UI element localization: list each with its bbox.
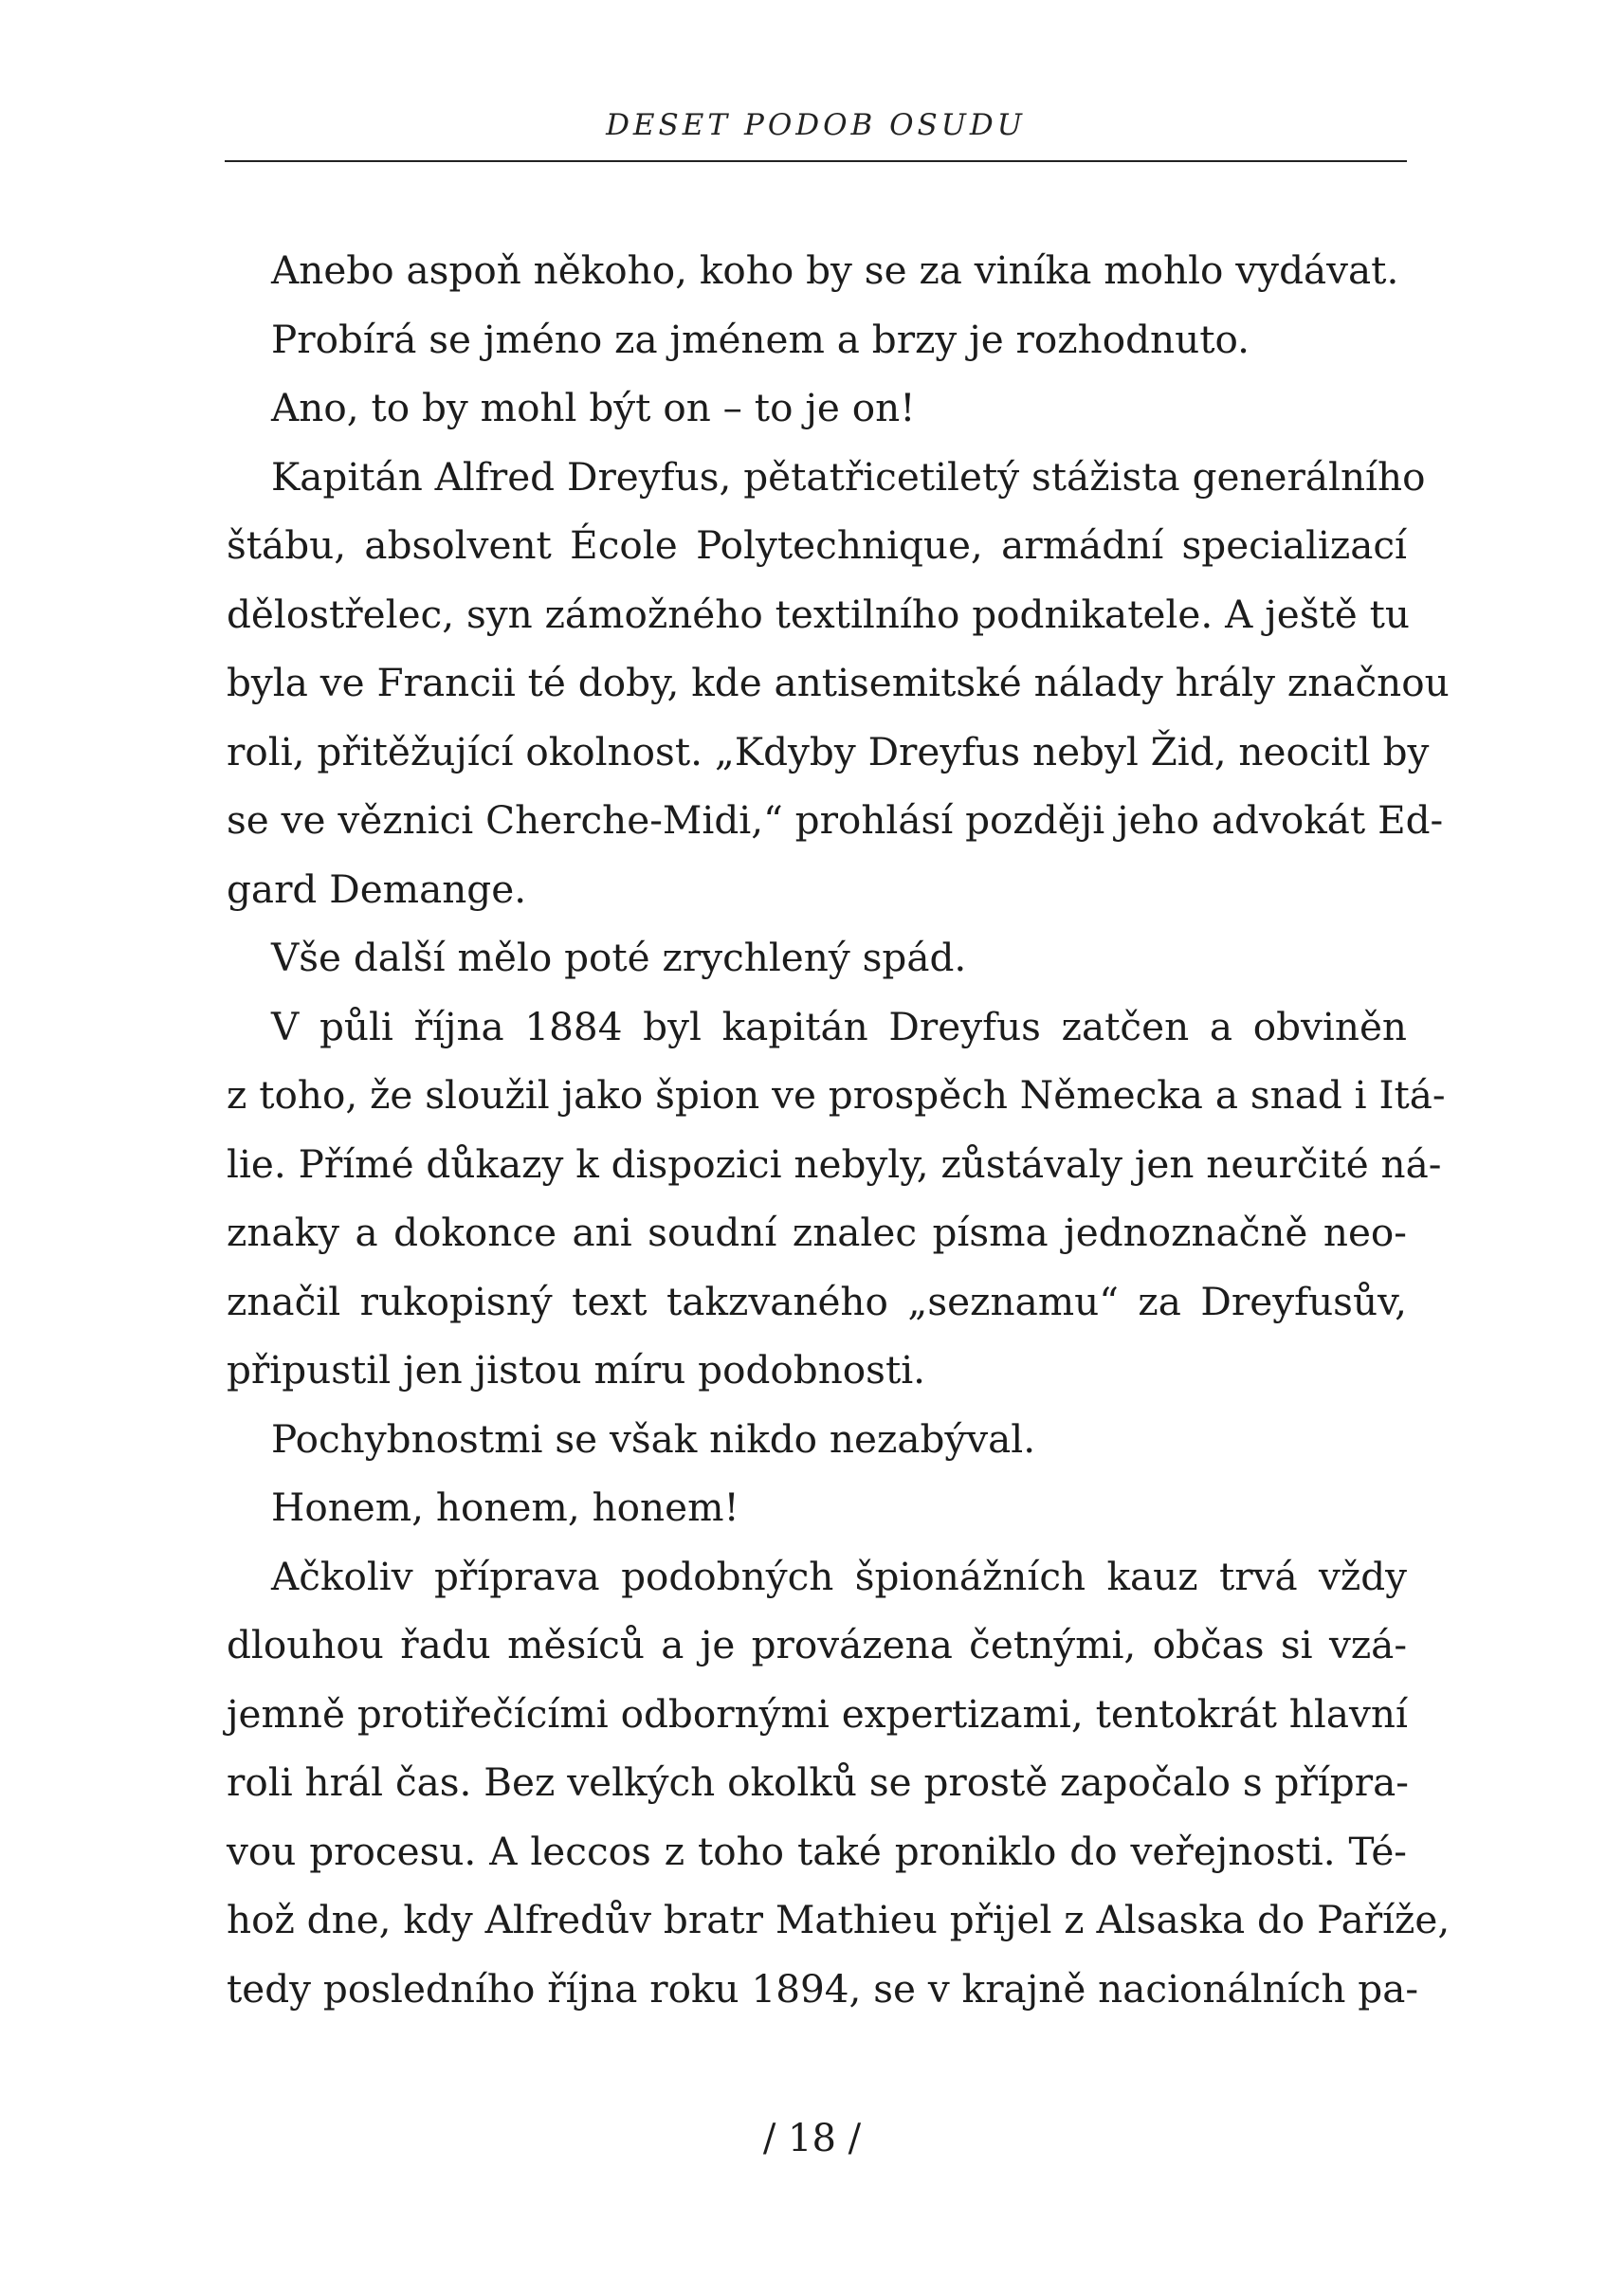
text-line: vou procesu. A leccos z toho také proniklo do veřejnosti. Té- xyxy=(227,1828,1407,1874)
text-line: Honem, honem, honem! xyxy=(271,1484,739,1530)
text-line: roli, přitěžující okolnost. „Kdyby Dreyfus nebyl Žid, neocitl by xyxy=(227,728,1430,774)
text-line: z toho, že sloužil jako špion ve prospěch Německa a snad i Itá- xyxy=(227,1072,1446,1118)
text-line: značil rukopisný text takzvaného „seznamu“ za Dreyfusův, xyxy=(227,1278,1407,1324)
text-line: tedy posledního října roku 1894, se v krajně nacionálních pa- xyxy=(227,1965,1419,2012)
text-line: Vše další mělo poté zrychlený spád. xyxy=(271,935,967,980)
text-line: dělostřelec, syn zámožného textilního podnikatele. A ještě tu xyxy=(227,591,1411,637)
text-line: Kapitán Alfred Dreyfus, pětatřicetiletý stážista generálního xyxy=(271,453,1426,500)
text-line: štábu, absolvent École Polytechnique, armádní specializací xyxy=(227,522,1407,568)
text-line: Ano, to by mohl být on – to je on! xyxy=(271,385,916,430)
text-line: roli hrál čas. Bez velkých okolků se prostě započalo s přípra- xyxy=(227,1759,1409,1805)
body-text xyxy=(227,236,1451,2023)
text-line: jemně protiřečícími odbornými expertizami, tentokrát hlavní xyxy=(227,1690,1408,1737)
text-line: lie. Přímé důkazy k dispozici nebyly, zůstávaly jen neurčité ná- xyxy=(227,1140,1442,1187)
text-line: dlouhou řadu měsíců a je provázena četnými, občas si vzá- xyxy=(227,1622,1407,1667)
text-line: byla ve Francii té doby, kde antisemitské nálady hrály značnou xyxy=(227,660,1450,705)
text-line: hož dne, kdy Alfredův bratr Mathieu přijel z Alsaska do Paříže, xyxy=(227,1897,1451,1942)
text-line: Probírá se jméno za jménem a brzy je rozhodnuto. xyxy=(271,316,1250,362)
text-line: Pochybnostmi se však nikdo nezabýval. xyxy=(271,1415,1036,1462)
page-number: / 18 / xyxy=(762,2117,862,2160)
text-line: Ačkoliv příprava podobných špionážních kauz trvá vždy xyxy=(271,1553,1407,1599)
text-line: gard Demange. xyxy=(227,865,527,912)
text-line: připustil jen jistou míru podobnosti. xyxy=(227,1347,926,1393)
text-line: se ve věznici Cherche-Midi,“ prohlásí později jeho advokát Ed- xyxy=(227,797,1444,843)
running-head-title: DESET PODOB OSUDU xyxy=(606,108,1026,142)
text-line: Anebo aspoň někoho, koho by se za viníka mohlo vydávat. xyxy=(271,247,1399,293)
text-line: znaky a dokonce ani soudní znalec písma jednoznačně neo- xyxy=(227,1210,1407,1255)
header-rule xyxy=(225,160,1407,162)
text-line: V půli října 1884 byl kapitán Dreyfus zatčen a obviněn xyxy=(271,1003,1407,1049)
